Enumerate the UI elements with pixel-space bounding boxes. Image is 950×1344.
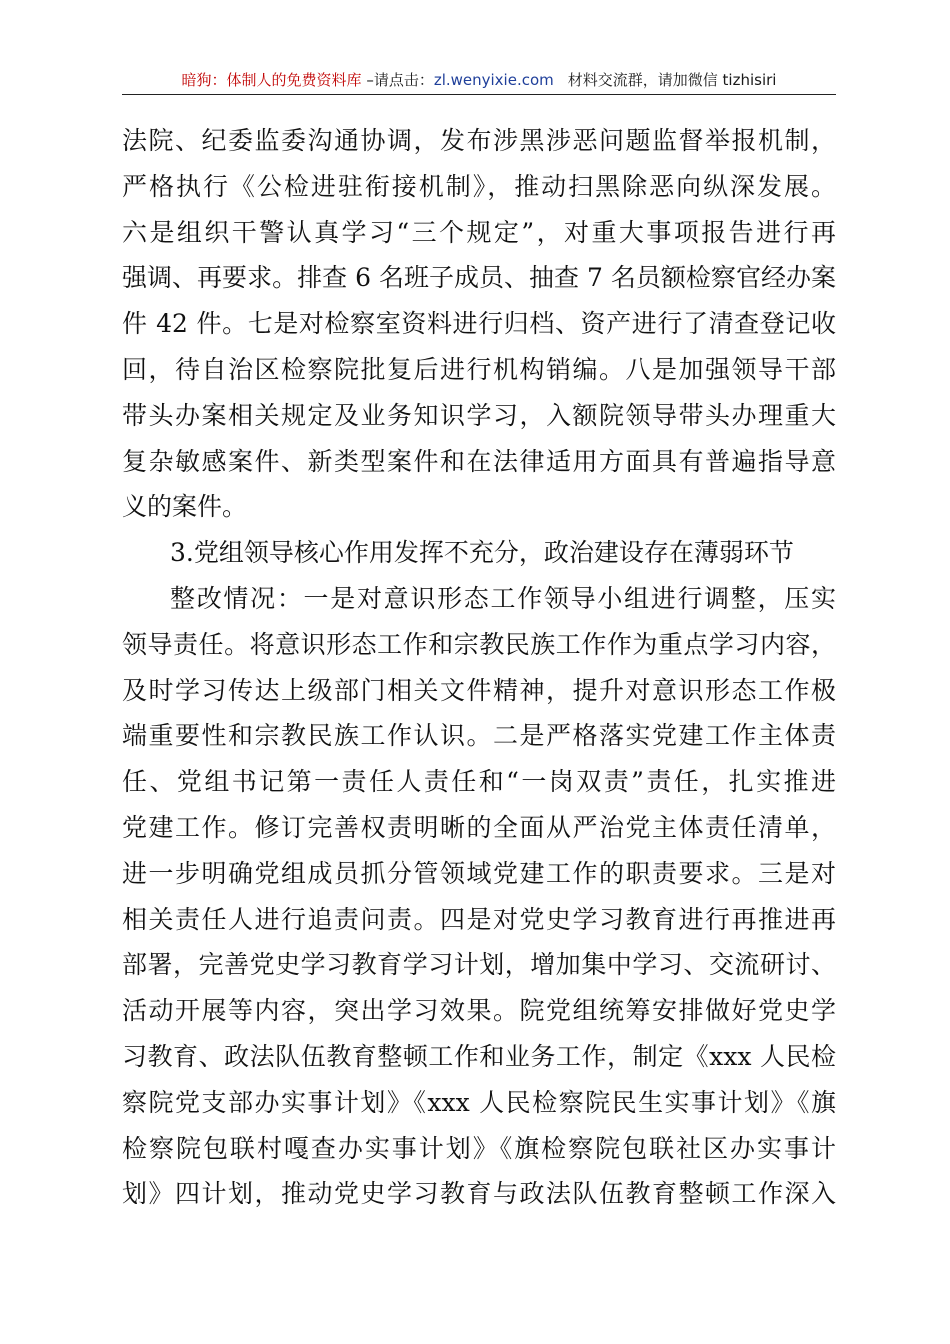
body-text xyxy=(122,118,836,1217)
text-line: 件 42 件。七是对检察室资料进行归档、资产进行了清查登记收 xyxy=(122,309,836,339)
text-line: 领导责任。将意识形态工作和宗教民族工作作为重点学习内容， xyxy=(122,629,836,659)
text-line: 党建工作。修订完善权责明晰的全面从严治党主体责任清单， xyxy=(122,812,836,842)
header-brand: 暗狗：体制人的免费资料库 xyxy=(181,71,362,89)
header-separator: –请点击： xyxy=(361,71,434,89)
text-line: 整改情况：一是对意识形态工作领导小组进行调整，压实 xyxy=(170,583,836,613)
text-line: 部署，完善党史学习教育学习计划，增加集中学习、交流研讨、 xyxy=(122,950,836,980)
text-line: 察院党支部办实事计划》《xxx 人民检察院民生实事计划》《旗 xyxy=(122,1087,836,1117)
text-line: 划》四计划，推动党史学习教育与政法队伍教育整顿工作深入 xyxy=(122,1179,836,1209)
header-rule xyxy=(122,94,836,95)
text-line: 习教育、政法队伍教育整顿工作和业务工作，制定《xxx 人民检 xyxy=(122,1041,836,1071)
text-line: 法院、纪委监委沟通协调，发布涉黑涉恶问题监督举报机制， xyxy=(122,126,836,155)
section-heading: 3.党组领导核心作用发挥不充分，政治建设存在薄弱环节 xyxy=(170,538,794,568)
text-line: 义的案件。 xyxy=(122,492,248,522)
text-line: 检察院包联村嘎查办实事计划》《旗检察院包联社区办实事计 xyxy=(122,1133,836,1163)
text-line: 及时学习传达上级部门相关文件精神，提升对意识形态工作极 xyxy=(122,675,836,705)
text-line: 复杂敏感案件、新类型案件和在法律适用方面具有普遍指导意 xyxy=(122,446,836,476)
header-contact: 材料交流群，请加微信 tizhisiri xyxy=(567,71,777,89)
text-line: 回，待自治区检察院批复后进行机构销编。八是加强领导干部 xyxy=(122,354,836,384)
text-line: 进一步明确党组成员抓分管领域党建工作的职责要求。三是对 xyxy=(122,858,836,888)
text-line: 严格执行《公检进驻衔接机制》，推动扫黑除恶向纵深发展。 xyxy=(122,171,836,201)
page-header xyxy=(122,68,836,92)
text-line: 带头办案相关规定及业务知识学习，入额院领导带头办理重大 xyxy=(122,400,836,430)
text-line: 活动开展等内容，突出学习效果。院党组统筹安排做好党史学 xyxy=(122,996,836,1026)
text-line: 六是组织干警认真学习“三个规定”，对重大事项报告进行再 xyxy=(122,217,836,247)
text-line: 相关责任人进行追责问责。四是对党史学习教育进行再推进再 xyxy=(122,904,836,934)
text-line: 强调、再要求。排查 6 名班子成员、抽查 7 名员额检察官经办案 xyxy=(122,263,836,293)
text-line: 端重要性和宗教民族工作认识。二是严格落实党建工作主体责 xyxy=(122,721,836,751)
header-url-link[interactable]: zl.wenyixie.com xyxy=(433,71,554,89)
text-line: 任、党组书记第一责任人责任和“一岗双责”责任，扎实推进 xyxy=(122,767,836,797)
